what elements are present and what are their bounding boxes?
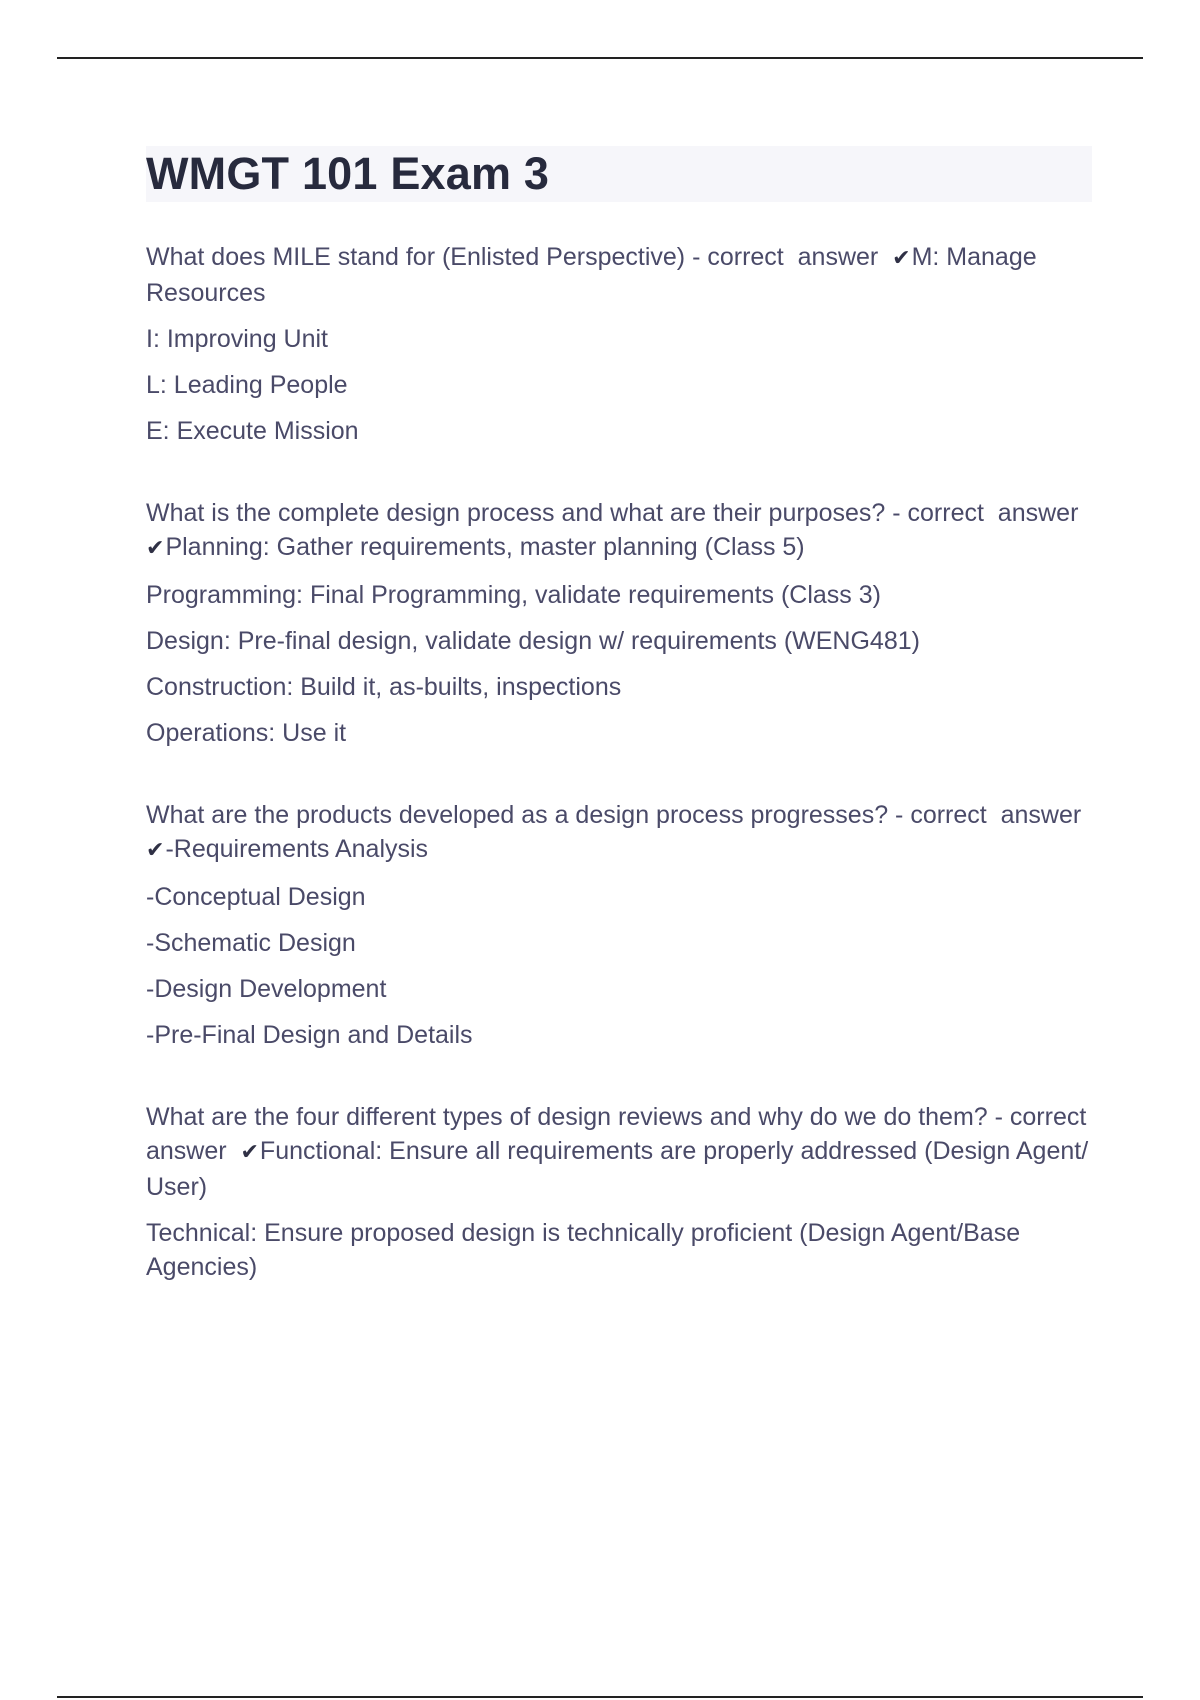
question-line	[146, 496, 1093, 566]
answer-separator: - correct answer	[888, 801, 1096, 829]
checkmark-icon: ✔	[240, 1140, 259, 1165]
qa-item	[146, 1100, 1101, 1284]
answer-line: -Schematic Design	[146, 929, 356, 957]
answer-line: -Pre-Final Design and Details	[146, 1021, 473, 1049]
qa-item	[146, 240, 1090, 448]
qa-item	[146, 798, 1096, 1052]
answer-line: -Design Development	[146, 975, 387, 1003]
top-rule	[57, 57, 1143, 59]
document-title: WMGT 101 Exam 3	[146, 148, 550, 199]
qa-list	[146, 240, 1101, 1284]
title-band	[146, 146, 1092, 202]
checkmark-icon: ✔	[146, 536, 165, 561]
checkmark-icon: ✔	[892, 246, 911, 271]
answer-separator: - correct answer	[146, 1103, 1101, 1165]
answer-text: -Requirements Analysis	[165, 835, 429, 863]
document-content	[146, 146, 1101, 1332]
checkmark-icon: ✔	[146, 838, 165, 863]
answer-line: L: Leading People	[146, 371, 348, 399]
answer-line: -Conceptual Design	[146, 883, 366, 911]
answer-line: Construction: Build it, as-builts, inspections	[146, 673, 622, 701]
answer-separator: - correct answer	[885, 499, 1093, 527]
question-text: What is the complete design process and what are their purposes?	[146, 499, 886, 527]
question-line	[146, 240, 1090, 310]
question-text: What are the products developed as a design process progresses?	[146, 801, 889, 829]
answer-text: Functional: Ensure all requirements are properly addressed (Design Agent/ User)	[146, 1137, 1096, 1201]
answer-line: E: Execute Mission	[146, 417, 359, 445]
answer-text: Planning: Gather requirements, master planning (Class 5)	[165, 533, 805, 561]
answer-line: Design: Pre-final design, validate design w/ requirements (WENG481)	[146, 627, 920, 655]
question-text: What are the four different types of design reviews and why do we do them?	[146, 1103, 988, 1131]
answer-line: I: Improving Unit	[146, 325, 329, 353]
question-line	[146, 1100, 1101, 1204]
qa-item	[146, 496, 1093, 750]
question-line	[146, 798, 1096, 868]
answer-separator: - correct answer	[685, 243, 893, 271]
bottom-rule	[57, 1696, 1143, 1698]
answer-text: M: Manage Resources	[146, 243, 1044, 307]
question-text: What does MILE stand for (Enlisted Perspective)	[146, 243, 686, 271]
answer-line: Technical: Ensure proposed design is technically proficient (Design Agent/Base Agencies)	[146, 1219, 1021, 1281]
answer-line: Programming: Final Programming, validate requirements (Class 3)	[146, 581, 881, 609]
answer-line: Operations: Use it	[146, 719, 347, 747]
